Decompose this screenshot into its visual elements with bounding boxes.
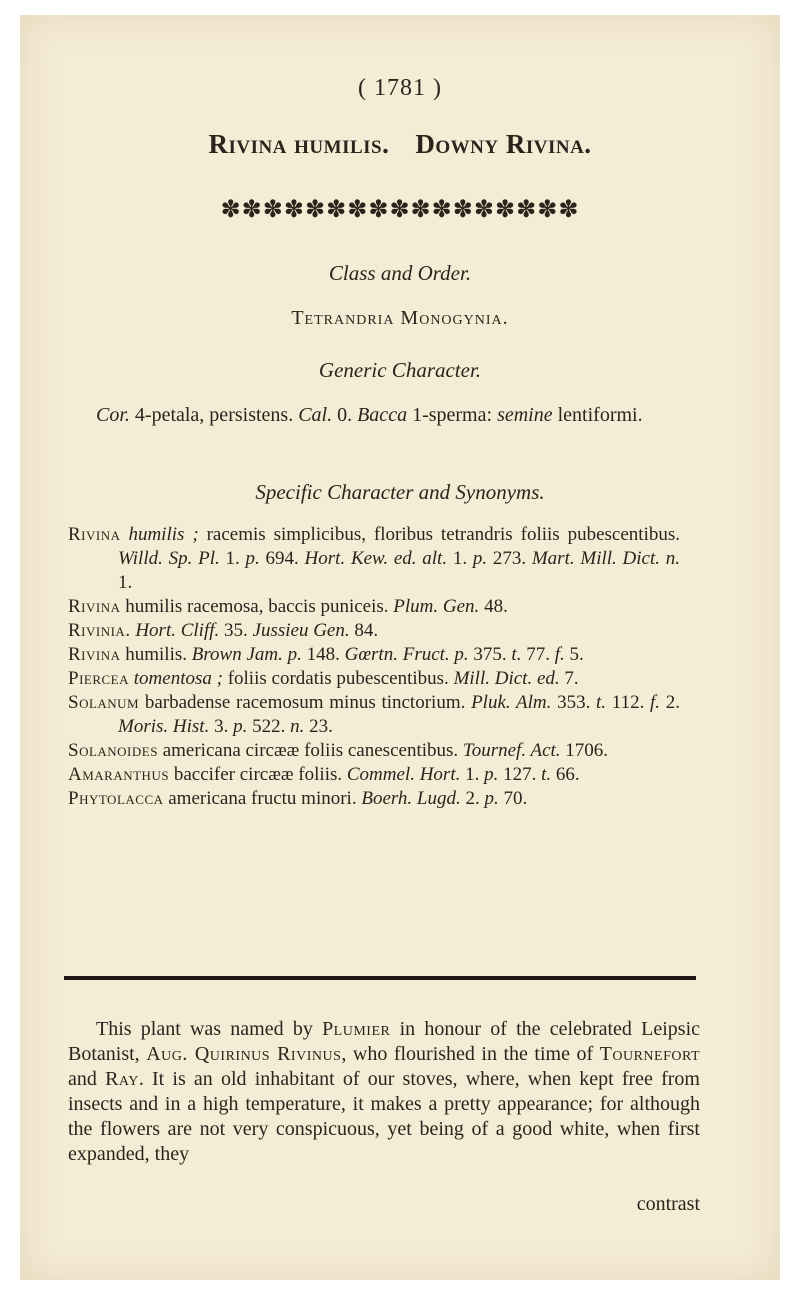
synonym-italic: t. [541,764,552,785]
synonym-italic: t. [511,644,522,665]
synonym-text: 522. [247,716,291,737]
synonym-text: americana fructu minori. [163,788,362,809]
synonym-text: 48. [479,596,508,617]
generic-text: lentiformi. [552,404,643,426]
generic-text: 0. [332,404,358,426]
synonym-text: 1. [460,764,485,785]
synonym-entry [68,787,680,811]
genus-name: Solanum [68,692,140,713]
title-common: Downy Rivina. [415,129,592,159]
genus-name: Rivina [68,596,121,617]
synonym-italic: humilis ; [128,524,199,545]
plant-title [20,129,780,160]
genus-name: Amaranthus [68,764,170,785]
synonym-italic: p. [472,548,488,569]
generic-semine: semine [497,404,553,426]
description-paragraph [68,1017,700,1167]
generic-character [68,403,680,428]
synonym-text: barbadense racemosum minus tinctorium. [139,692,472,713]
synonym-italic: f. [554,644,565,665]
synonym-entry [68,619,680,643]
genus-name: Rivina [68,524,121,545]
genus-name: Solanoides [68,740,158,761]
synonym-text: 84. [349,620,379,641]
synonym-text: 70. [498,788,528,809]
class-order-heading: Class and Order. [328,261,472,285]
name-ray: Ray [105,1068,139,1090]
synonym-italic: n. [290,716,305,737]
generic-text: 4-petala, persistens. [129,404,299,426]
synonym-text: 2. [460,788,485,809]
class-order: Tetrandria Monogynia. [291,307,509,329]
synonym-text: 2. [660,692,681,713]
synonym-italic: Plum. Gen. [393,596,480,617]
genus-name: Rivina [68,644,121,665]
synonym-italic: f. [650,692,661,713]
synonym-italic: Hort. Kew. ed. alt. [304,548,448,569]
ornament-divider: ✽✽✽✽✽✽✽✽✽✽✽✽✽✽✽✽✽ [220,197,580,223]
book-page [20,15,780,1280]
synonym-italic: p. [484,764,499,785]
genus-name: Rivinia. [68,620,131,641]
page-number: ( 1781 ) [358,75,442,101]
synonym-text: 375. [468,644,512,665]
name-tournefort: Tournefort [599,1043,701,1065]
synonym-italic: Brown Jam. p. [191,644,302,665]
synonym-italic: Tournef. Act. [462,740,561,761]
synonym-entry [68,643,680,667]
synonym-text: foliis cordatis pubescentibus. [222,668,454,689]
body-text: in honour of the celebrated Leipsic Botanist, [68,1018,700,1065]
synonym-text: 353. [551,692,597,713]
synonym-italic: Jussieu Gen. [252,620,350,641]
synonym-text: 3. [209,716,234,737]
synonym-text: 273. [487,548,532,569]
synonym-text: 148. [301,644,345,665]
synonym-entry [68,523,680,595]
genus-name: Piercea [68,668,130,689]
synonym-entry [68,667,680,691]
body-text: . It is an old inhabitant of our stoves, where, when kept free from insects and in a high temperature, it makes a pretty appearance; for although the flowers are not very conspicuous, yet being of a good white, when first expanded, they [68,1068,700,1165]
synonym-italic: Mart. Mill. Dict. n. [531,548,681,569]
synonym-italic: p. [233,716,248,737]
synonym-text: 77. [521,644,555,665]
synonym-text: baccifer circææ foliis. [169,764,347,785]
synonym-italic: Moris. Hist. [118,716,210,737]
synonym-entry [68,739,680,763]
synonym-italic: t. [596,692,607,713]
synonym-italic: p. [245,548,260,569]
name-plumier: Plumier [322,1018,391,1040]
generic-text: 1-sperma: [407,404,498,426]
synonym-list [68,523,680,811]
synonym-italic: Boerh. Lugd. [361,788,461,809]
synonym-italic: Pluk. Alm. [471,692,552,713]
synonym-entry [68,595,680,619]
synonym-entry [68,763,680,787]
name-rivinus: Aug. Quirinus Rivinus [146,1043,342,1065]
synonym-text: 127. [498,764,542,785]
synonym-text: 23. [304,716,333,737]
synonym-italic: p. [484,788,499,809]
title-latin: Rivina humilis. [208,129,390,159]
synonym-text: 66. [551,764,580,785]
body-text: , who flourished in the time of [341,1043,600,1065]
body-text: and [68,1068,106,1090]
synonym-text: 1. [447,548,473,569]
synonym-text: 1706. [560,740,609,761]
synonym-entry [68,691,680,739]
specific-heading: Specific Character and Synonyms. [255,480,545,504]
synonym-text: 1. [118,572,133,593]
synonym-italic: Gœrtn. Fruct. p. [344,644,469,665]
synonym-text: humilis. [120,644,192,665]
synonym-text: 112. [606,692,651,713]
body-text: This plant was named by [96,1018,323,1040]
synonym-text: humilis racemosa, baccis puniceis. [120,596,394,617]
generic-bacca: Bacca [357,404,408,426]
catchword: contrast [636,1193,700,1215]
synonym-text: americana circææ foliis canescentibus. [157,740,463,761]
generic-heading: Generic Character. [318,358,482,382]
synonym-italic: Willd. Sp. Pl. [118,548,220,569]
synonym-text: 694. [259,548,305,569]
section-rule [64,976,696,980]
synonym-text: 35. [219,620,253,641]
synonym-italic: tomentosa ; [133,668,223,689]
generic-cal: Cal. [298,404,333,426]
synonym-italic: Commel. Hort. [346,764,461,785]
synonym-text: 5. [564,644,584,665]
synonym-italic: Hort. Cliff. [135,620,220,641]
synonym-text: racemis simplicibus, floribus tetrandris foliis pubescentibus. [198,524,680,545]
generic-cor: Cor. [96,404,130,426]
synonym-text: 1. [219,548,246,569]
synonym-text: 7. [559,668,579,689]
synonym-italic: Mill. Dict. ed. [453,668,560,689]
genus-name: Phytolacca [68,788,164,809]
